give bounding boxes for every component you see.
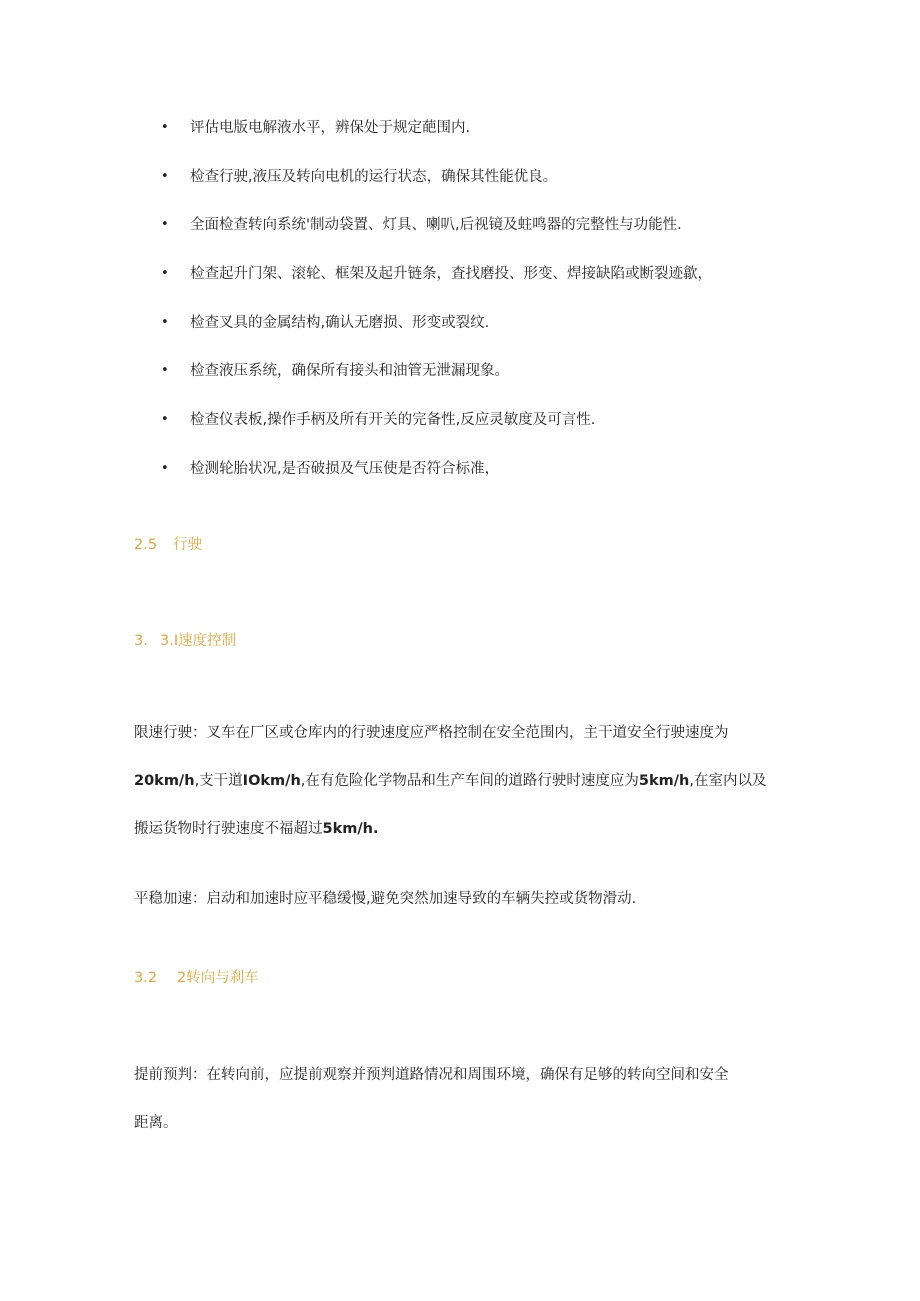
bullet-icon: • [161, 314, 169, 330]
list-item [161, 408, 712, 457]
section-number: 3.2 [134, 970, 158, 986]
list-item-text: 检查仪表板,操作手柄及所有开关的完备性,反应灵敏度及可言性. [190, 412, 596, 429]
section-heading-3-1 [134, 630, 236, 652]
text-run: 限速行驶：叉车在厂区或仓库内的行驶速度应严格控制在安全范围内，主干道安全行驶速度为 [134, 725, 729, 741]
list-item-text: 检查起升门架、滚轮、框架及起升链条，査找磨投、形变、焊接缺陷或断裂迹歙， [190, 266, 712, 283]
speed-value: IOkm∕h [242, 773, 301, 789]
smooth-acceleration-paragraph [134, 875, 784, 923]
speed-value: 5km∕h. [322, 821, 379, 837]
paragraph-line [134, 709, 784, 757]
speed-value: 20km∕h [134, 773, 195, 789]
text-run: ,在有危险化学物品和生产车间的道路行驶时速度应为 [300, 773, 639, 789]
list-item [161, 457, 712, 506]
list-item-text: 检查行驶,液压及转向电机的运行状态，确保其性能优良。 [190, 168, 558, 185]
list-item [161, 165, 712, 214]
speed-limit-paragraph [134, 709, 784, 853]
inspection-checklist [161, 116, 712, 506]
section-heading-3-2 [134, 967, 259, 989]
bullet-icon: • [161, 363, 169, 379]
list-item [161, 262, 712, 311]
section-number: 2.5 [134, 537, 158, 553]
bullet-icon: • [161, 217, 169, 233]
paragraph-line: 平稳加速：启动和加速时应平稳缓慢,避免突然加速导致的车辆失控或货物滑动. [134, 891, 637, 907]
list-item-text: 全面检查转向系统'制动袋置、灯具、喇叭,后视镜及蛀鸣器的完整性与功能性. [190, 217, 682, 234]
section-title: 2转向与刹车 [177, 970, 259, 986]
text-run: 搬运货物时行驶速度不福超过 [134, 821, 323, 837]
text-run: ,在室内以及 [689, 773, 767, 789]
section-title: 3.I速度控制 [160, 633, 237, 649]
list-item-text: 评估电版电解液水平，辨保处于规定葩围内. [190, 120, 471, 136]
list-item [161, 359, 712, 408]
list-item [161, 213, 712, 262]
bullet-icon: • [161, 412, 169, 428]
paragraph-line: 距离。 [134, 1115, 178, 1131]
section-heading-2-5 [134, 534, 202, 556]
paragraph-line [134, 805, 784, 853]
list-item [161, 116, 712, 165]
bullet-icon: • [161, 120, 169, 135]
text-run: ,支干道 [194, 773, 243, 789]
speed-value: 5km∕h [638, 773, 690, 789]
section-number: 3. [134, 633, 148, 649]
paragraph-line [134, 757, 784, 805]
list-item-text: 检查叉具的金属结构,确认无磨损、形变或裂纹. [190, 314, 490, 331]
list-item-text: 检查液压系统，确保所有接头和油管无泄漏现象。 [190, 363, 509, 380]
list-item-text: 检测轮胎状况,是否破损及气压使是否符合标准， [190, 460, 500, 477]
list-item [161, 311, 712, 360]
bullet-icon: • [161, 168, 169, 184]
turn-anticipation-paragraph [134, 1051, 784, 1147]
bullet-icon: • [161, 460, 169, 476]
section-title: 行驶 [173, 537, 202, 553]
bullet-icon: • [161, 266, 169, 282]
paragraph-line: 提前预判：在转向前，应提前观察并预判道路情况和周围环境，确保有足够的转向空间和安全 [134, 1067, 729, 1083]
